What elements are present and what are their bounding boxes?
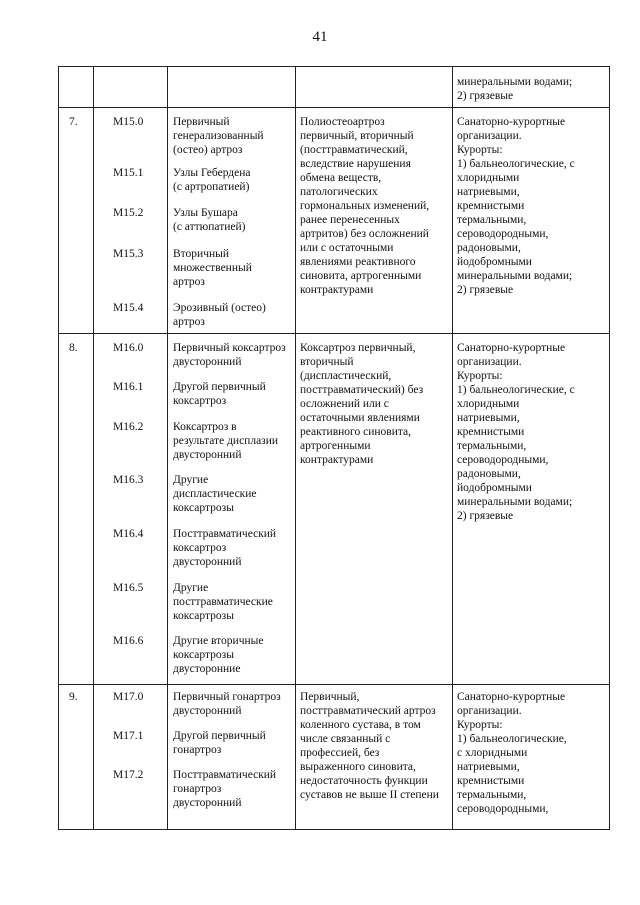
icd-code: M16.3 xyxy=(113,474,144,486)
indications-table xyxy=(58,66,610,830)
icd-code: M17.1 xyxy=(113,730,144,742)
icd-code: M16.6 xyxy=(113,635,144,647)
row-divider xyxy=(59,107,609,108)
condition-description: Коксартроз первичный, вторичный (диспластический, посттравматический) без осложнений или с остаточными явлениями реактивного синовита, артрогенными контрактурами xyxy=(300,342,424,466)
column-divider xyxy=(93,67,94,829)
row-number: 8. xyxy=(69,342,78,354)
row-number: 9. xyxy=(69,691,78,703)
treatment-recommendation: Санаторно-курортные организации. Курорты: 1) бальнеологические, с хлоридными натриевыми, кремнистыми термальными, сероводородными, радоновыми, йодобромными минеральными водами; 2) грязевые xyxy=(457,342,575,522)
icd-code: M16.2 xyxy=(113,421,144,433)
column-divider xyxy=(452,67,453,829)
diagnosis-name: Первичный коксартроз двусторонний xyxy=(173,342,286,368)
icd-code: M17.0 xyxy=(113,691,144,703)
page-number: 41 xyxy=(312,29,328,45)
icd-code: M15.1 xyxy=(113,167,144,179)
diagnosis-name: Другой первичный гонартроз xyxy=(173,730,266,756)
row-divider xyxy=(59,333,609,334)
diagnosis-name: Другие вторичные коксартрозы двусторонние xyxy=(173,635,264,675)
diagnosis-name: Другой первичный коксартроз xyxy=(173,381,266,407)
diagnosis-name: Посттравматический гонартроз двусторонний xyxy=(173,769,277,809)
diagnosis-name: Посттравматический коксартроз двусторонний xyxy=(173,528,277,568)
diagnosis-name: Первичный гонартроз двусторонний xyxy=(173,691,281,717)
diagnosis-name: Другие посттравматические коксартрозы xyxy=(173,582,273,622)
icd-code: M16.1 xyxy=(113,381,144,393)
treatment-recommendation: Санаторно-курортные организации. Курорты: 1) бальнеологические, с хлоридными натриевыми, кремнистыми термальными, сероводородными, радоновыми, йодобромными минеральными водами; 2) грязевые xyxy=(457,116,575,296)
condition-description: Полиостеоартроз первичный, вторичный (посттравматический, вследствие нарушения обмена веществ, патологических гормональных изменений, ранее перенесенных артритов) без осложнений или с остаточными явлениями реактивного синовита, артрогенными контрактурами xyxy=(300,116,430,296)
diagnosis-name: Первичный генерализованный (остео) артроз xyxy=(173,116,264,156)
diagnosis-name: Коксартроз в результате дисплазии двусторонний xyxy=(173,421,279,461)
top-row-treatment: минеральными водами; 2) грязевые xyxy=(457,76,573,102)
icd-code: M16.5 xyxy=(113,582,144,594)
icd-code: M15.2 xyxy=(113,207,144,219)
icd-code: M16.4 xyxy=(113,528,144,540)
diagnosis-name: Другие диспластические коксартрозы xyxy=(173,474,257,514)
column-divider xyxy=(295,67,296,829)
row-number: 7. xyxy=(69,116,78,128)
icd-code: M15.3 xyxy=(113,248,144,260)
icd-code: M15.0 xyxy=(113,116,144,128)
row-divider xyxy=(59,684,609,685)
column-divider xyxy=(167,67,168,829)
diagnosis-name: Узлы Гебердена (с артропатией) xyxy=(173,167,251,193)
treatment-recommendation: Санаторно-курортные организации. Курорты: 1) бальнеологические, с хлоридными натриевыми, кремнистыми термальными, сероводородными, xyxy=(457,691,567,815)
icd-code: M16.0 xyxy=(113,342,144,354)
diagnosis-name: Эрозивный (остео) артроз xyxy=(173,302,266,328)
condition-description: Первичный, посттравматический артроз коленного сустава, в том числе связанный с профессией, без выраженного синовита, недостаточность функции суставов не выше II степени xyxy=(300,691,439,801)
diagnosis-name: Вторичный множественный артроз xyxy=(173,248,252,288)
icd-code: M17.2 xyxy=(113,769,144,781)
diagnosis-name: Узлы Бушара (с аттюпатией) xyxy=(173,207,246,233)
icd-code: M15.4 xyxy=(113,302,144,314)
